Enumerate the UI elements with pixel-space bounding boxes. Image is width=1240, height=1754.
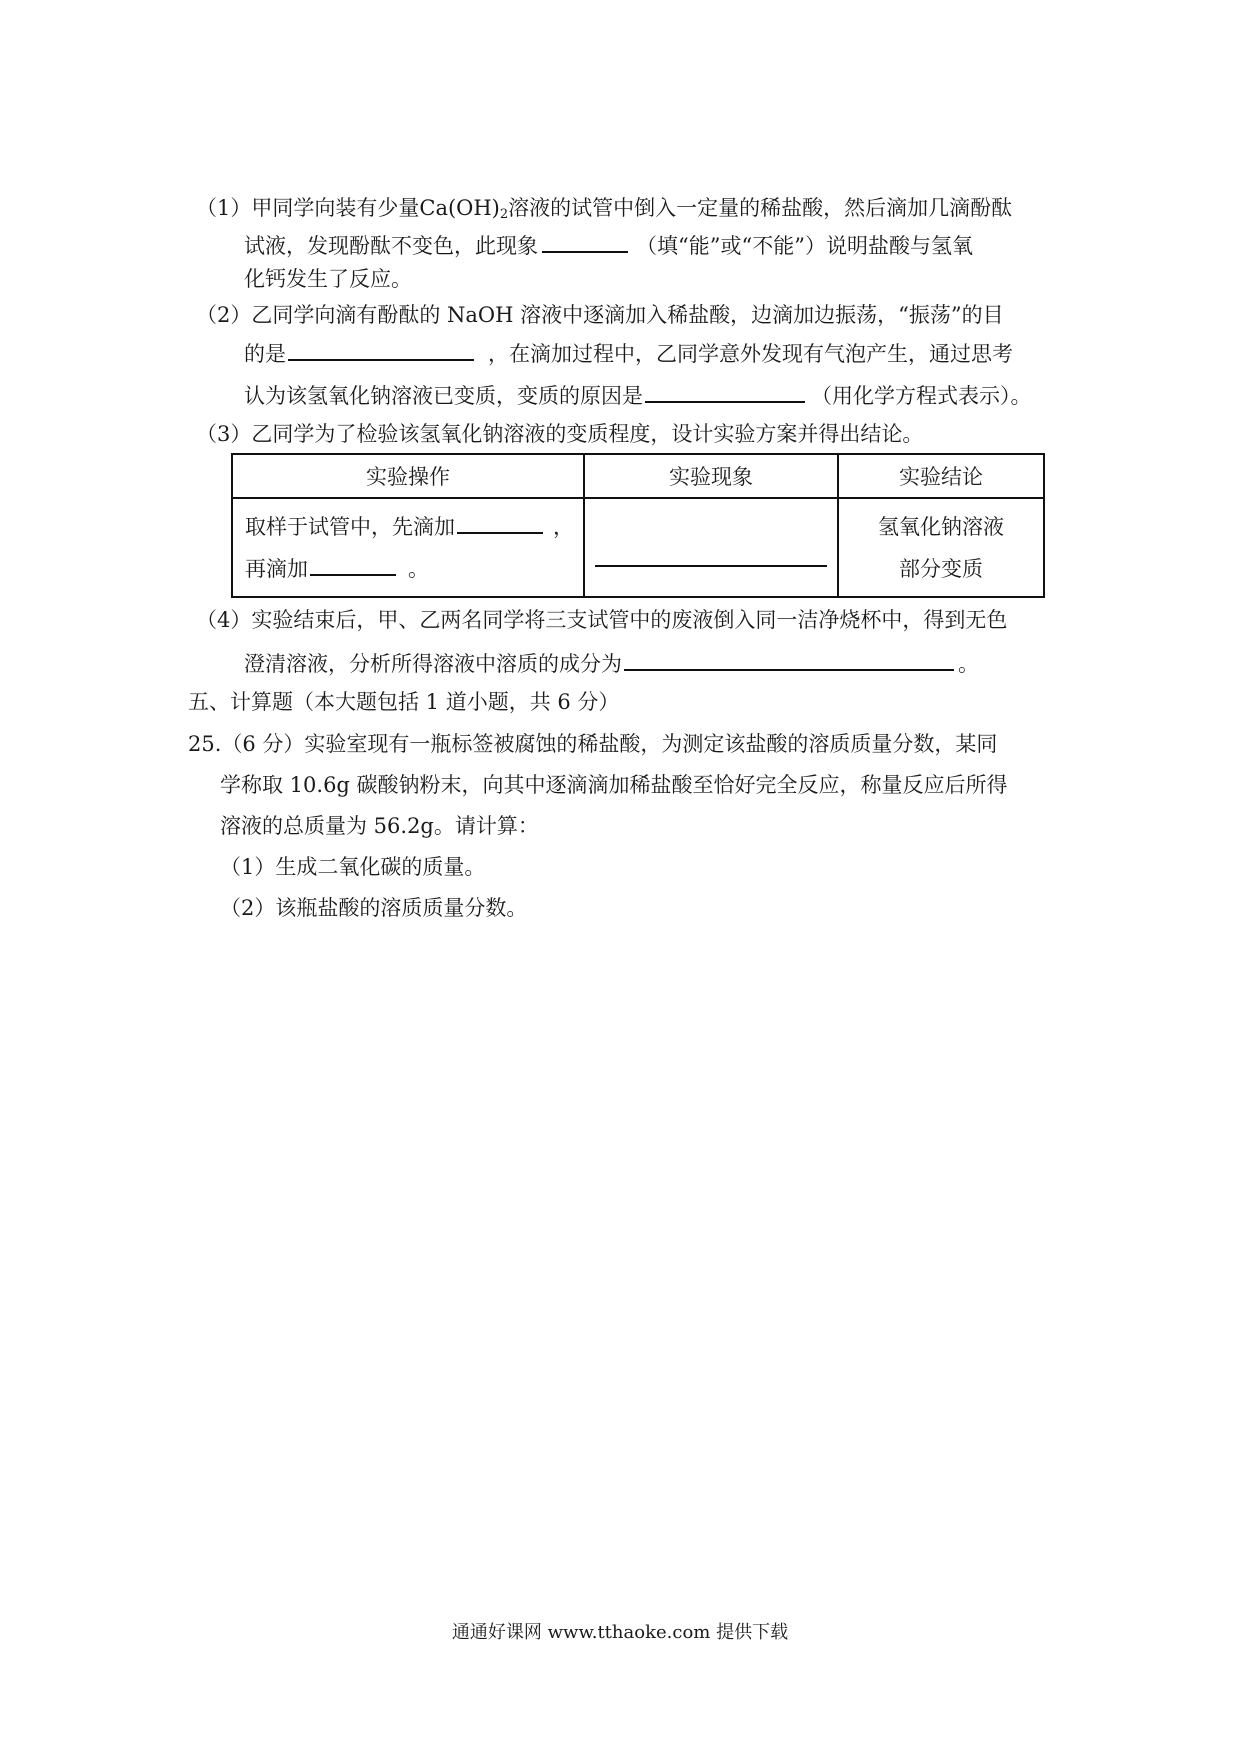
q25-line3-text: 溶液的总质量为 56.2g。请计算： — [220, 814, 539, 838]
q1-line1 — [196, 193, 1012, 230]
header-operation: 实验操作 — [232, 454, 584, 498]
q1-line3 — [244, 264, 412, 294]
q1-text-b: 溶液的试管中倒入一定量的稀盐酸，然后滴加几滴酚酞 — [508, 196, 1013, 220]
q4-line2 — [244, 647, 979, 679]
cell-operation — [232, 498, 584, 597]
q2-line3-pre: 认为该氢氧化钠溶液已变质，变质的原因是 — [244, 384, 643, 408]
q2-line2 — [244, 337, 1013, 369]
q2-line3-post: （用化学方程式表示）。 — [811, 384, 1032, 408]
page-footer: 通通好课网 www.tthaoke.com 提供下载 — [451, 1622, 789, 1643]
q2-equation-blank[interactable] — [645, 379, 805, 403]
q25-line2-text: 学称取 10.6g 碳酸钠粉末，向其中逐滴滴加稀盐酸至恰好完全反应，称量反应后所得 — [220, 773, 1008, 797]
q1-text-a: （1）甲同学向装有少量 — [196, 196, 420, 220]
q4-line2-pre: 澄清溶液，分析所得溶液中溶质的成分为 — [244, 652, 622, 676]
table-header-row — [232, 454, 1044, 498]
q1-line2-post: （填“能”或“不能”）说明盐酸与氢氧 — [636, 234, 973, 258]
operation-line2 — [245, 548, 582, 590]
q3-line1-text: （3）乙同学为了检验该氢氧化钠溶液的变质程度，设计实验方案并得出结论。 — [196, 422, 924, 446]
q4-line2-post: 。 — [958, 652, 979, 676]
q1-line2 — [244, 229, 973, 261]
q4-line1-text: （4）实验结束后，甲、乙两名同学将三支试管中的废液倒入同一洁净烧杯中，得到无色 — [196, 608, 1008, 632]
section5-title-text: 五、计算题（本大题包括 1 道小题，共 6 分） — [188, 690, 620, 714]
q2-line2-pre: 的是 — [244, 342, 286, 366]
cell-phenomenon — [584, 498, 838, 597]
q25-line1-text: 25.（6 分）实验室现有一瓶标签被腐蚀的稀盐酸，为测定该盐酸的溶质质量分数，某同 — [188, 732, 998, 756]
q1-answer-blank[interactable] — [542, 229, 628, 253]
reagent2-blank[interactable] — [310, 552, 396, 576]
operation-line1 — [245, 506, 582, 548]
q3-line1 — [196, 419, 923, 449]
q1-formula: Ca(OH) — [419, 196, 500, 220]
operation-line2-pre: 再滴加 — [245, 556, 308, 581]
q25-sub1 — [220, 852, 485, 882]
operation-line1-pre: 取样于试管中，先滴加 — [245, 514, 455, 539]
q25-sub2-text: （2）该瓶盐酸的溶质质量分数。 — [220, 896, 528, 920]
q4-solute-blank[interactable] — [624, 647, 954, 671]
q25-line1 — [188, 729, 997, 759]
q25-sub1-text: （1）生成二氧化碳的质量。 — [220, 855, 486, 879]
q2-line2-post: ，在滴加过程中，乙同学意外发现有气泡产生，通过思考 — [488, 342, 1013, 366]
q1-line2-pre: 试液，发现酚酞不变色，此现象 — [244, 234, 538, 258]
q2-line1-text: （2）乙同学向滴有酚酞的 NaOH 溶液中逐滴加入稀盐酸，边滴加边振荡，“振荡”的目 — [196, 303, 1004, 327]
q2-line1 — [196, 300, 1004, 330]
q25-line3 — [220, 811, 539, 841]
header-conclusion: 实验结论 — [838, 454, 1044, 498]
operation-line1-post: ， — [553, 514, 574, 539]
q4-line1 — [196, 605, 1007, 635]
q2-line3 — [244, 379, 1032, 411]
cell-conclusion — [838, 498, 1044, 597]
conclusion-line1: 氢氧化钠溶液 — [878, 514, 1004, 539]
table-row — [232, 498, 1044, 597]
reagent1-blank[interactable] — [457, 510, 543, 534]
header-phenomenon: 实验现象 — [584, 454, 838, 498]
section5-title — [188, 687, 619, 717]
q2-purpose-blank[interactable] — [288, 337, 474, 361]
conclusion-line2: 部分变质 — [899, 556, 983, 581]
phenomenon-blank[interactable] — [595, 543, 827, 567]
q25-sub2 — [220, 893, 527, 923]
q25-line2 — [220, 770, 1008, 800]
operation-line2-post: 。 — [408, 556, 429, 581]
q1-formula-subscript: 2 — [499, 207, 509, 222]
q1-line3-text: 化钙发生了反应。 — [244, 267, 412, 291]
experiment-table — [231, 453, 1045, 598]
